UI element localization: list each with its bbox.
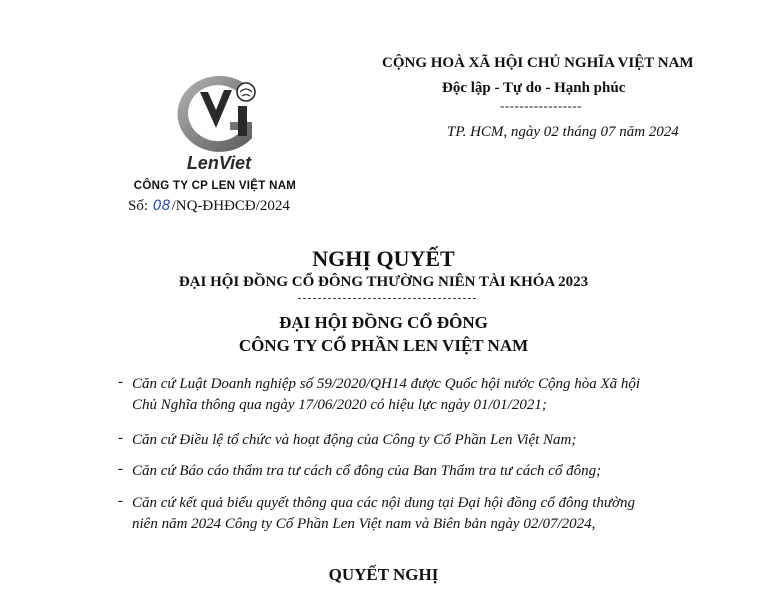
- document-number-suffix: /NQ-ĐHĐCĐ/2024: [171, 198, 290, 214]
- company-logo: [160, 72, 278, 182]
- issue-date: TP. HCM, ngày 02 tháng 07 năm 2024: [447, 124, 679, 140]
- lenviet-logo-icon: [160, 72, 278, 182]
- basis-1-line-1: Căn cứ Luật Doanh nghiệp số 59/2020/QH14 được Quốc hội nước Cộng hòa Xã hội: [132, 376, 641, 392]
- basis-3-marker: -: [118, 461, 123, 477]
- company-name: CÔNG TY CP LEN VIỆT NAM: [133, 180, 297, 192]
- document-number-handwritten: 08: [152, 198, 171, 214]
- basis-4-text: [132, 493, 635, 535]
- basis-2-marker: -: [118, 430, 123, 446]
- title-divider: [298, 298, 476, 299]
- document-subtitle: ĐẠI HỘI ĐỒNG CỔ ĐÔNG THƯỜNG NIÊN TÀI KHÓA 2023: [178, 274, 589, 290]
- basis-2-text: [132, 430, 576, 451]
- basis-4-line-1: Căn cứ kết quả biểu quyết thông qua các nội dung tại Đại hội đồng cổ đông thường: [132, 495, 636, 511]
- basis-1-line-2: Chủ Nghĩa thông qua ngày 17/06/2020 có hiệu lực ngày 01/01/2021;: [132, 397, 547, 413]
- basis-1-text: [132, 374, 640, 416]
- basis-3-text: [132, 461, 601, 482]
- issuer-line-2: CÔNG TY CỔ PHẦN LEN VIỆT NAM: [238, 336, 529, 355]
- basis-4-line-2: niên năm 2024 Công ty Cổ Phần Len Việt nam và Biên bản ngày 02/07/2024,: [132, 516, 596, 532]
- document-title: NGHỊ QUYẾT: [312, 246, 455, 271]
- national-title: CỘNG HOÀ XÃ HỘI CHỦ NGHĨA VIỆT NAM: [382, 55, 694, 71]
- basis-4-marker: -: [118, 493, 123, 509]
- motto-underline: -----------------: [500, 98, 583, 113]
- basis-2-line-1: Căn cứ Điều lệ tổ chức và hoạt động của Công ty Cổ Phần Len Việt Nam;: [132, 432, 577, 448]
- resolve-heading: QUYẾT NGHỊ: [328, 565, 439, 584]
- document-number: [128, 198, 290, 215]
- document-number-prefix: Số:: [128, 198, 149, 214]
- basis-1-marker: -: [118, 374, 123, 390]
- basis-3-line-1: Căn cứ Báo cáo thẩm tra tư cách cổ đông của Ban Thẩm tra tư cách cổ đông;: [132, 463, 602, 479]
- logo-wordmark: LenViet: [186, 153, 252, 173]
- national-motto: Độc lập - Tự do - Hạnh phúc: [442, 80, 626, 96]
- issuer-line-1: ĐẠI HỘI ĐỒNG CỔ ĐÔNG: [279, 313, 488, 332]
